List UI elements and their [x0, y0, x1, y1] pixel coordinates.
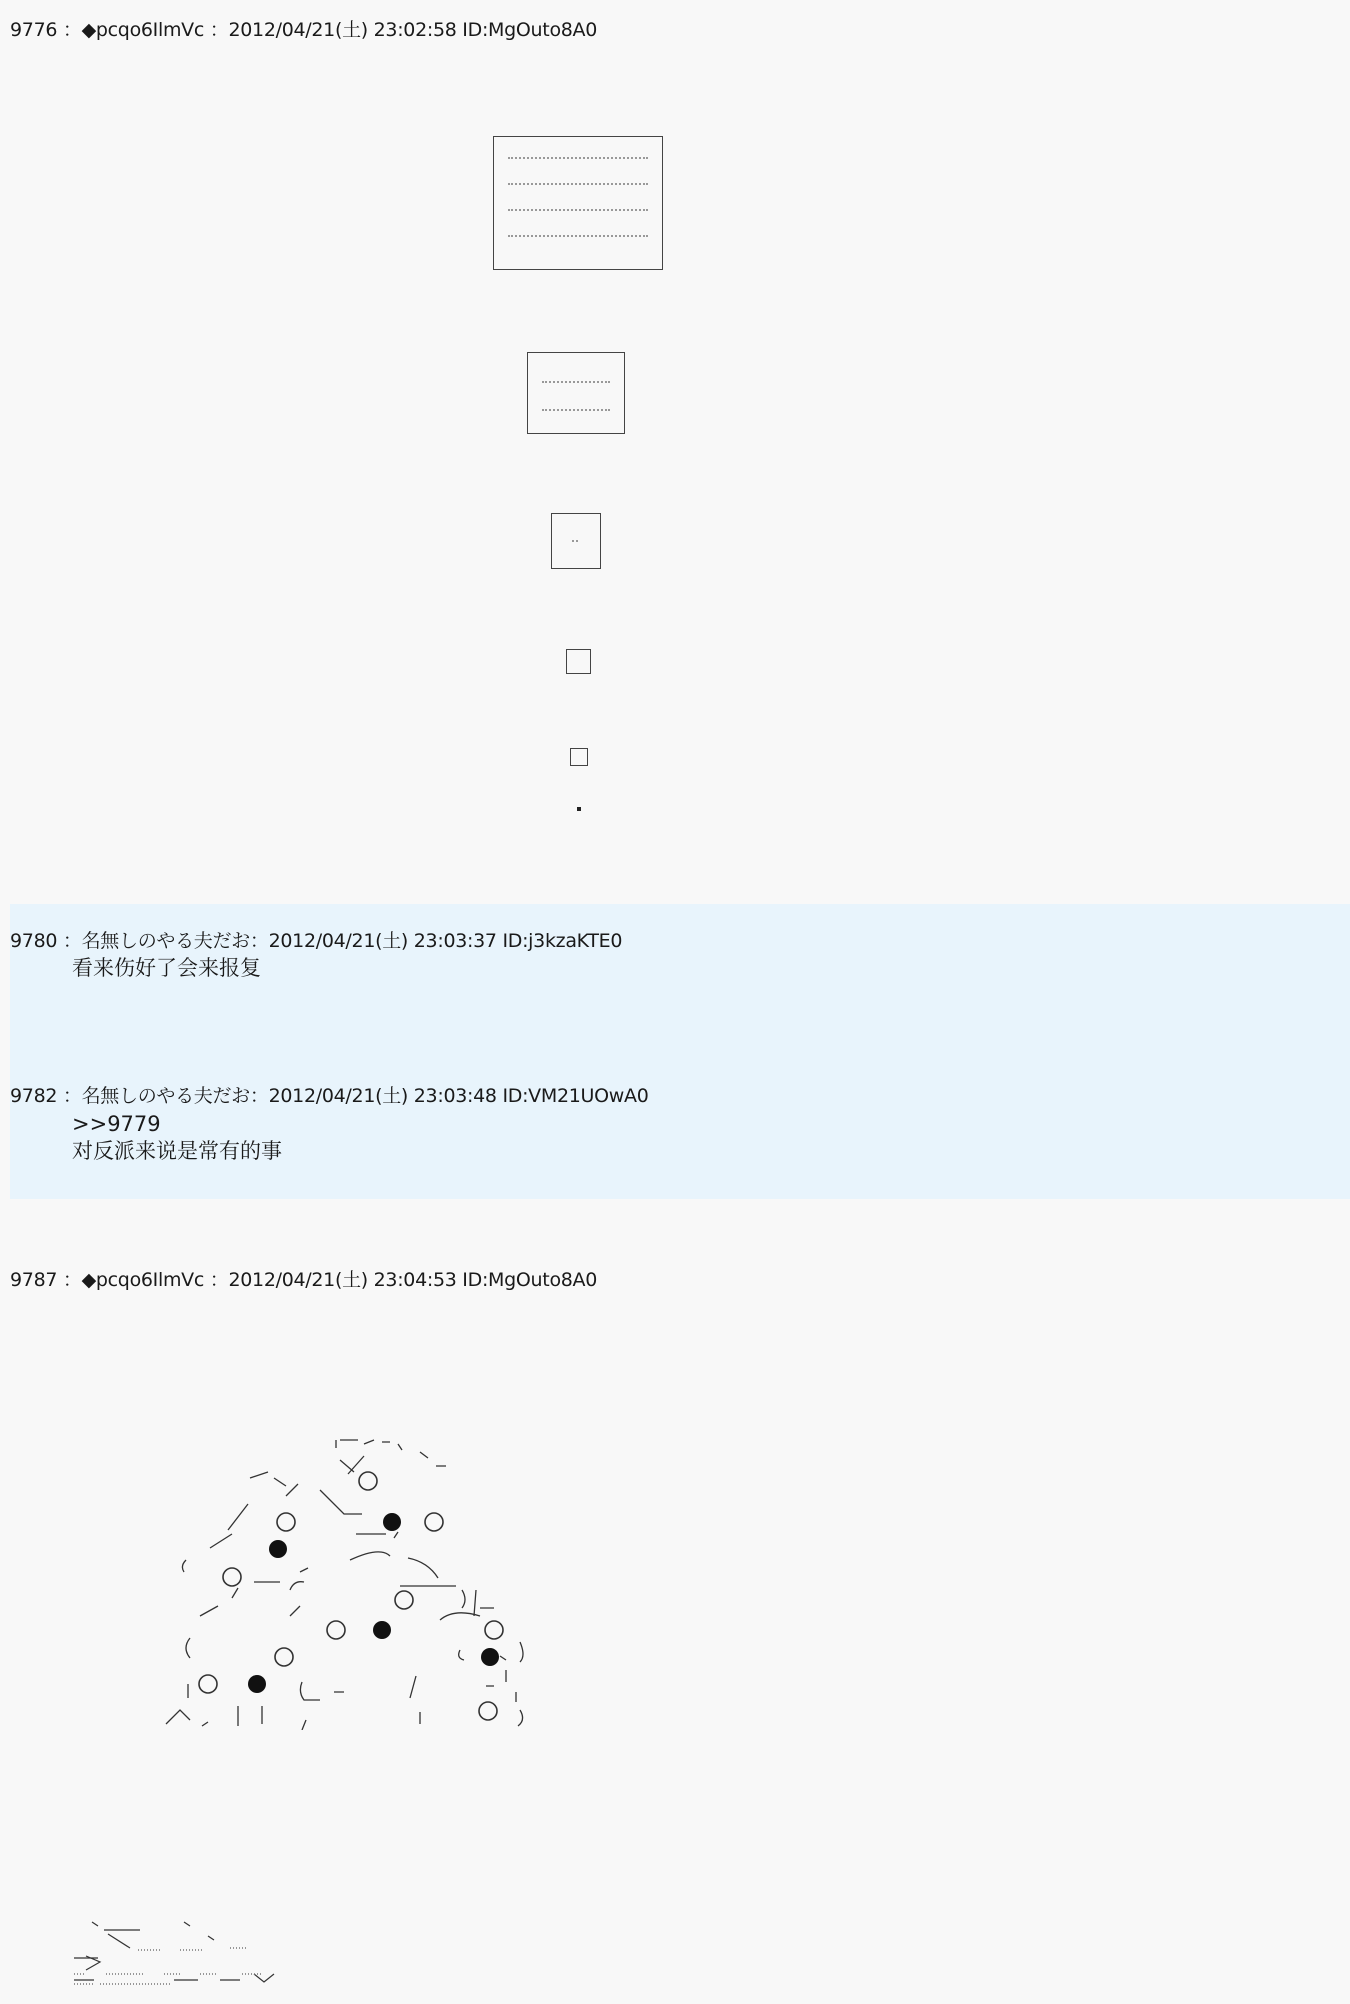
post-header: [10, 1084, 649, 1108]
post-header-text: 9776 ：◆pcqo6IlmVc ：2012/04/21(土) 23:02:58 ID:MgOuto8A0: [10, 19, 598, 41]
ascii-art-figure: [150, 1430, 570, 1730]
post-body-line: 对反派来说是常有的事: [72, 1139, 282, 1163]
post-header: [10, 18, 597, 42]
ascii-box-smallest: [570, 748, 588, 766]
ascii-dot: [577, 807, 581, 811]
post-header-text: 9787 ：◆pcqo6IlmVc ：2012/04/21(土) 23:04:53 ID:MgOuto8A0: [10, 1269, 598, 1291]
post-header: [10, 1268, 597, 1292]
ascii-art-fragment: [70, 1918, 330, 2000]
ascii-box-large: [493, 136, 663, 270]
post-body-line: 看来伤好了会来报复: [72, 956, 261, 980]
reply-anchor-link[interactable]: >>9779: [72, 1112, 161, 1136]
ascii-box-small: [551, 513, 601, 569]
post-header-text: 9782 ：名無しのやる夫だお：2012/04/21(土) 23:03:48 ID:VM21UOwA0: [10, 1085, 649, 1107]
post-header-text: 9780 ：名無しのやる夫だお：2012/04/21(土) 23:03:37 ID:j3kzaKTE0: [10, 930, 623, 952]
ascii-box-tiny: [566, 649, 591, 674]
post-body: [72, 1111, 282, 1165]
ascii-art-characters: [150, 1430, 570, 1730]
ascii-art-partial: [70, 1918, 330, 2000]
post-header: [10, 929, 622, 953]
post-body: [72, 955, 261, 982]
ascii-box-medium: [527, 352, 625, 434]
